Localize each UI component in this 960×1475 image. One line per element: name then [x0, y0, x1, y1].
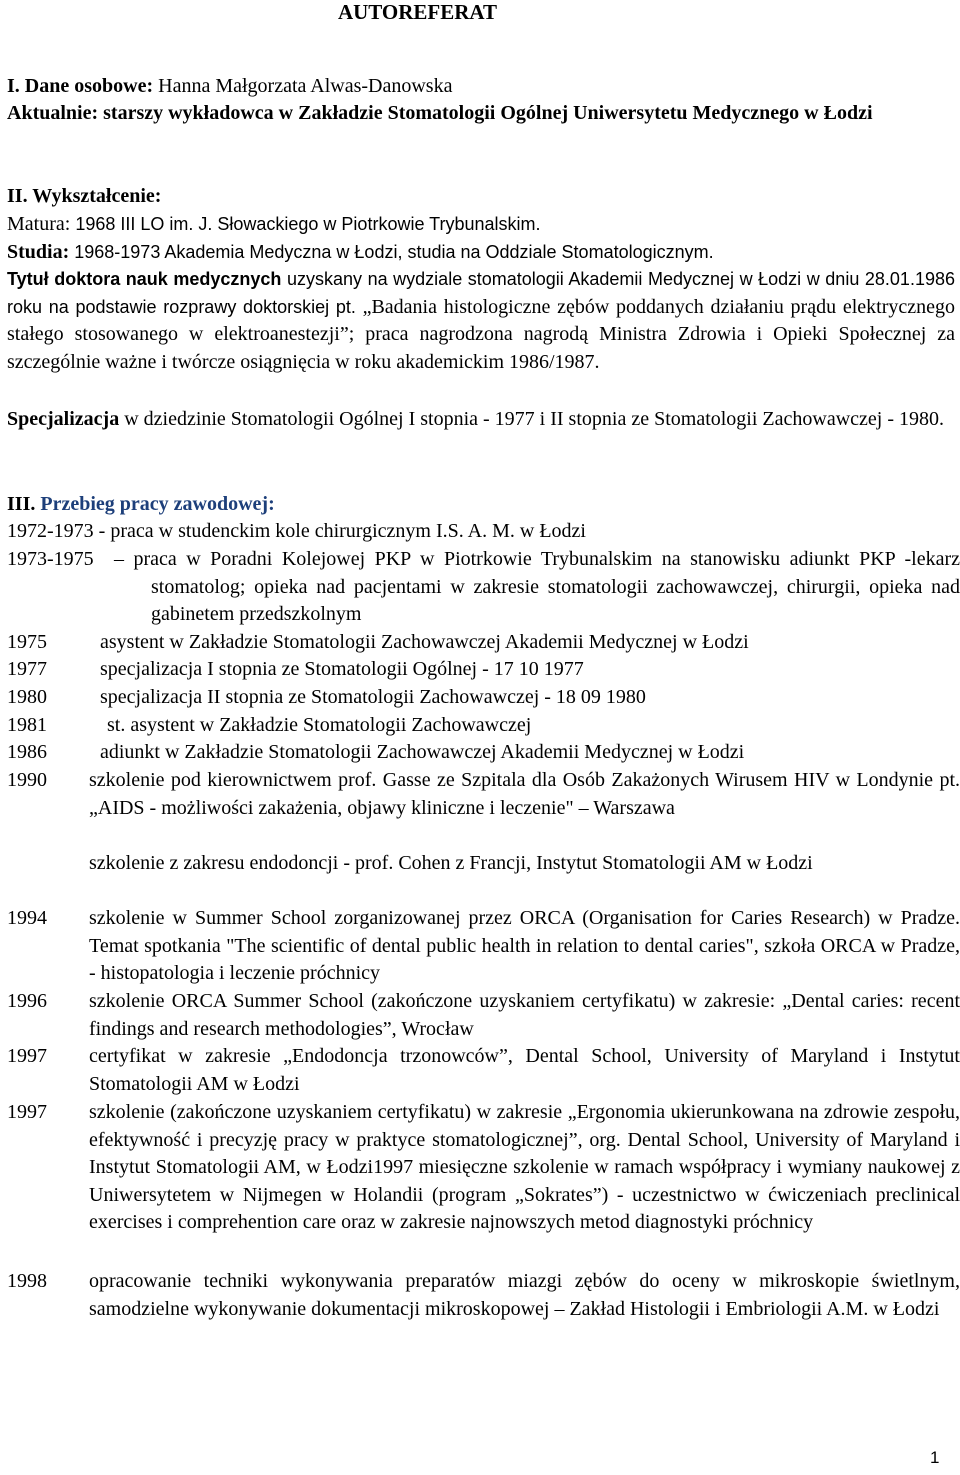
career-heading-num: III.: [7, 493, 36, 515]
entry-text: - praca w studenckim kole chirurgicznym I.S. A. M. w Łodzi: [93, 520, 586, 542]
entry-text: specjalizacja II stopnia ze Stomatologii Zachowawczej - 18 09 1980: [100, 686, 646, 708]
entry-year: 1977: [7, 658, 47, 680]
entry-text: – praca w Poradni Kolejowej PKP w Piotrkowie Trybunalskim na stanowisku adiunkt PKP -lekarz stomatolog; opieka nad pacjentami w zakresie stomatologii zachowawczej, chirurgii, opieka nad gabinetem przedszkolnym: [114, 548, 960, 625]
personal-heading: I. Dane osobowe:: [7, 75, 154, 97]
career-entry: [7, 518, 960, 546]
doctor-label: Tytuł doktora nauk medycznych: [7, 269, 282, 289]
entry-text: szkolenie ORCA Summer School (zakończone uzyskaniem certyfikatu) w zakresie: „Dental caries: recent findings and research methodologies”, Wrocław: [89, 990, 960, 1040]
page-number: 1: [930, 1448, 940, 1467]
entry-text: specjalizacja I stopnia ze Stomatologii Ogólnej - 17 10 1977: [100, 658, 584, 680]
studia-label: Studia:: [7, 241, 70, 263]
entry-text: st. asystent w Zakładzie Stomatologii Zachowawczej: [107, 714, 532, 736]
entry-year: 1973-1975: [7, 548, 94, 570]
current-position: Aktualnie: starszy wykładowca w Zakładzie Stomatologii Ogólnej Uniwersytetu Medycznego w Łodzi: [7, 102, 873, 124]
doctor-paragraph: [7, 266, 955, 376]
education-heading: II. Wykształcenie:: [7, 185, 162, 207]
spec-label: Specjalizacja: [7, 408, 120, 430]
doctor-thesis: „Badania histologiczne zębów poddanych działaniu prądu elektrycznego stałego stosowanego w elektroanestezji”; praca nagrodzona nagrodą Ministra Zdrowia i Opieki Społecznej za szczególnie ważne i twórcze osiągnięcia w roku akademickim 1986/1987.: [7, 295, 955, 373]
entry-year: 1986: [7, 741, 47, 763]
studia-line: [7, 239, 955, 267]
personal-name: Hanna Małgorzata Alwas-Danowska: [153, 75, 453, 97]
matura-label: Matura:: [7, 213, 71, 235]
matura-text: 1968 III LO im. J. Słowackiego w Piotrkowie Trybunalskim.: [70, 214, 541, 234]
entry-year: 1998: [7, 1270, 47, 1292]
personal-line: [7, 73, 955, 101]
entry-year: 1996: [7, 990, 47, 1012]
spec-text: w dziedzinie Stomatologii Ogólnej I stopnia - 1977 i II stopnia ze Stomatologii Zachowawczej - 1980.: [119, 408, 945, 430]
document-title: AUTOREFERAT: [337, 0, 498, 24]
entry-text: asystent w Zakładzie Stomatologii Zachowawczej Akademii Medycznej w Łodzi: [100, 631, 749, 653]
entry-year: 1981: [7, 714, 47, 736]
entry-text: certyfikat w zakresie „Endodoncja trzonowców”, Dental School, University of Maryland i Instytut Stomatologii AM w Łodzi: [89, 1045, 960, 1095]
entry-text-wrap: [114, 546, 960, 629]
entry-body: [7, 546, 960, 629]
career-heading-text: Przebieg pracy zawodowej:: [35, 493, 275, 515]
entry-year: 1972-1973: [7, 520, 94, 542]
matura-line: [7, 211, 955, 239]
entry-text: szkolenie pod kierownictwem prof. Gasse ze Szpitala dla Osób Zakażonych Wirusem HIV w Londynie pt. „AIDS - możliwości zakażenia, objawy kliniczne i leczenie" – Warszawa: [89, 769, 960, 819]
specialization-paragraph: [7, 406, 955, 434]
entry-text: szkolenie w Summer School zorganizowanej przez ORCA (Organisation for Caries Research) w Pradze. Temat spotkania "The scientific of dental public health in relation to dental caries", szkoła ORCA w Pradze, - histopatologia i leczenie próchnicy: [89, 907, 960, 984]
entry-text: szkolenie z zakresu endodoncji - prof. Cohen z Francji, Instytut Stomatologii AM w Łodzi: [89, 852, 813, 874]
entry-text: szkolenie (zakończone uzyskaniem certyfikatu) w zakresie „Ergonomia ukierunkowana na zdrowie zespołu, efektywność i precyzję pracy w praktyce stomatologicznej”, org. Dental School, University of Maryland i Instytut Stomatologii AM, w Łodzi1997 miesięczne szkolenie w ramach współpracy i wymiany naukowej z Uniwersytetem w Nijmegen w Holandii (program „Sokrates”) - uczestnictwo w ćwiczeniach preclinical exercises i comprehention care oraz w zakresie najnowszych metod diagnostyki próchnicy: [89, 1101, 960, 1233]
entry-year: 1975: [7, 631, 47, 653]
career-heading: [7, 491, 955, 519]
entry-year: 1997: [7, 1101, 47, 1123]
entry-text: adiunkt w Zakładzie Stomatologii Zachowawczej Akademii Medycznej w Łodzi: [100, 741, 745, 763]
entry-year: 1994: [7, 907, 47, 929]
entry-year: 1980: [7, 686, 47, 708]
entry-text: opracowanie techniki wykonywania preparatów miazgi zębów do oceny w mikroskopie świetlnym, samodzielne wykonywanie dokumentacji mikroskopowej – Zakład Histologii i Embriologii A.M. w Łodzi: [89, 1270, 960, 1320]
studia-text: 1968-1973 Akademia Medyczna w Łodzi, studia na Oddziale Stomatologicznym.: [69, 242, 714, 262]
doctor-text: uzyskany na wydziale stomatologii Akademii Medycznej w Łodzi w dniu 28.01.1986 roku na podstawie rozprawy doktorskiej pt.: [7, 269, 955, 317]
entry-year: 1990: [7, 769, 47, 791]
entry-year: 1997: [7, 1045, 47, 1067]
